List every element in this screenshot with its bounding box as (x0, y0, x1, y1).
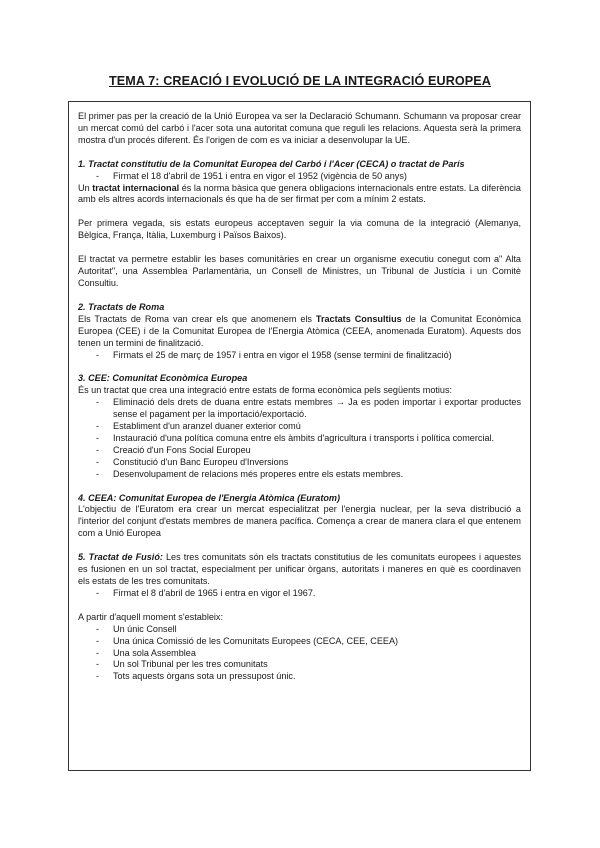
list-item: - Un únic Consell (78, 624, 521, 636)
list-item: - Establiment d'un aranzel duaner exterior comú (78, 421, 521, 433)
list-item: - Constitució d'un Banc Europeu d'Inversions (78, 457, 521, 469)
section-1-heading: 1. Tractat constitutiu de la Comunitat Europea del Carbó i l'Acer (CECA) o tractat de París (78, 158, 465, 169)
emphasis: Tractats Consultius (315, 313, 402, 324)
list-item: - Un sol Tribunal per les tres comunitats (78, 659, 521, 671)
section-1-paragraph-2: Per primera vegada, sis estats europeus acceptaven seguir la via comuna de la integració (Alemanya, Bèlgica, França, Itàlia, Luxemburg i Països Baixos). (78, 218, 521, 241)
section-2-list (78, 350, 521, 362)
list-item: - Instauració d'una política comuna entre els àmbits d'agricultura i transports i política comercial. (78, 433, 521, 445)
section-5-list (78, 588, 521, 600)
list-item: - Una única Comissió de les Comunitats Europees (CECA, CEE, CEEA) (78, 636, 521, 648)
section-1-paragraph-1: Un tractat internacional és la norma bàsica que genera obligacions internacionals entre estats. La diferència amb els altres acords internacionals és que ha de ser firmat per com a mínim 2 estats. (78, 182, 521, 205)
list-item: - Tots aquests òrgans sota un pressupost únic. (78, 671, 521, 683)
section-4-paragraph: L'objectiu de l'Euratom era crear un mercat especialitzat per l'energia nuclear, per la seva distribució a l'interior del conjunt d'estats membres de manera pacífica. Comença a crear de manera clara el que entenem com a Unió Europea (78, 504, 521, 539)
list-item: - Creació d'un Fons Social Europeu (78, 445, 521, 457)
section-4-heading: 4. CEEA: Comunitat Europea de l'Energia Atòmica (Euratom) (78, 492, 341, 503)
list-item: - Desenvolupament de relacions més properes entre els estats membres. (78, 469, 521, 481)
section-1-list (78, 171, 521, 183)
list-item: - Una sola Assemblea (78, 648, 521, 660)
closing-paragraph: A partir d'aquell moment s'estableix: (78, 611, 224, 622)
content-box (68, 101, 531, 771)
section-3-paragraph: És un tractat que crea una integració entre estats de forma econòmica pels següents motius: (78, 385, 453, 396)
section-2-heading: 2. Tractats de Roma (78, 301, 165, 312)
closing-list (78, 624, 521, 684)
section-5-paragraph: 5. Tractat de Fusió: Les tres comunitats són els tractats constitutius de les comunitats europees i aquestes es fusionen en un sol tractat, especialment per unificar òrgans, autoritats i maneres en què es coordinaven els estats de les tres comunitats. (78, 552, 521, 586)
section-3-heading: 3. CEE: Comunitat Econòmica Europea (78, 373, 248, 384)
list-item: - Firmat el 8 d'abril de 1965 i entra en vigor el 1967. (78, 588, 521, 600)
list-item: - Firmat el 18 d'abril de 1951 i entra en vigor el 1952 (vigència de 50 anys) (78, 171, 521, 183)
section-1-paragraph-3: El tractat va permetre establir les bases comunitàries en crear un organisme executiu conegut com a" Alta Autoritat", una Assemblea Parlamentària, un Consell de Ministres, un Tribunal de Justícia i un Comitè Consultiu. (78, 254, 521, 288)
list-item: - Firmats el 25 de març de 1957 i entra en vigor el 1958 (sense termini de finalització) (78, 350, 521, 362)
section-3-list (78, 397, 521, 480)
intro-paragraph: El primer pas per la creació de la Unió Europea va ser la Declaració Schumann. Schumann va proposar crear un mercat comú del carbó i l'acer sota una autoritat comuna que reguli les relacions. Aquesta serà la primera mostra d'un procés diferent. És l'origen de com es va iniciar a desenvolupar la UE. (78, 111, 521, 145)
section-2-paragraph: Els Tractats de Roma van crear els que anomenem els Tractats Consultius de la Comunitat Econòmica Europea (CEE) i de la Comunitat Europea de l'Energia Atòmica (CEEA, anomenada Euratom). Aquests dos tenen un termini de finalització. (78, 313, 522, 348)
section-5-heading: 5. Tractat de Fusió: (78, 552, 163, 563)
page-title: TEMA 7: CREACIÓ I EVOLUCIÓ DE LA INTEGRACIÓ EUROPEA (108, 74, 491, 88)
emphasis: tractat internacional (92, 182, 180, 193)
list-item: - Eliminació dels drets de duana entre estats membres → Ja es poden importar i exportar productes sense el pagament per la importació/exportació. (78, 397, 521, 421)
